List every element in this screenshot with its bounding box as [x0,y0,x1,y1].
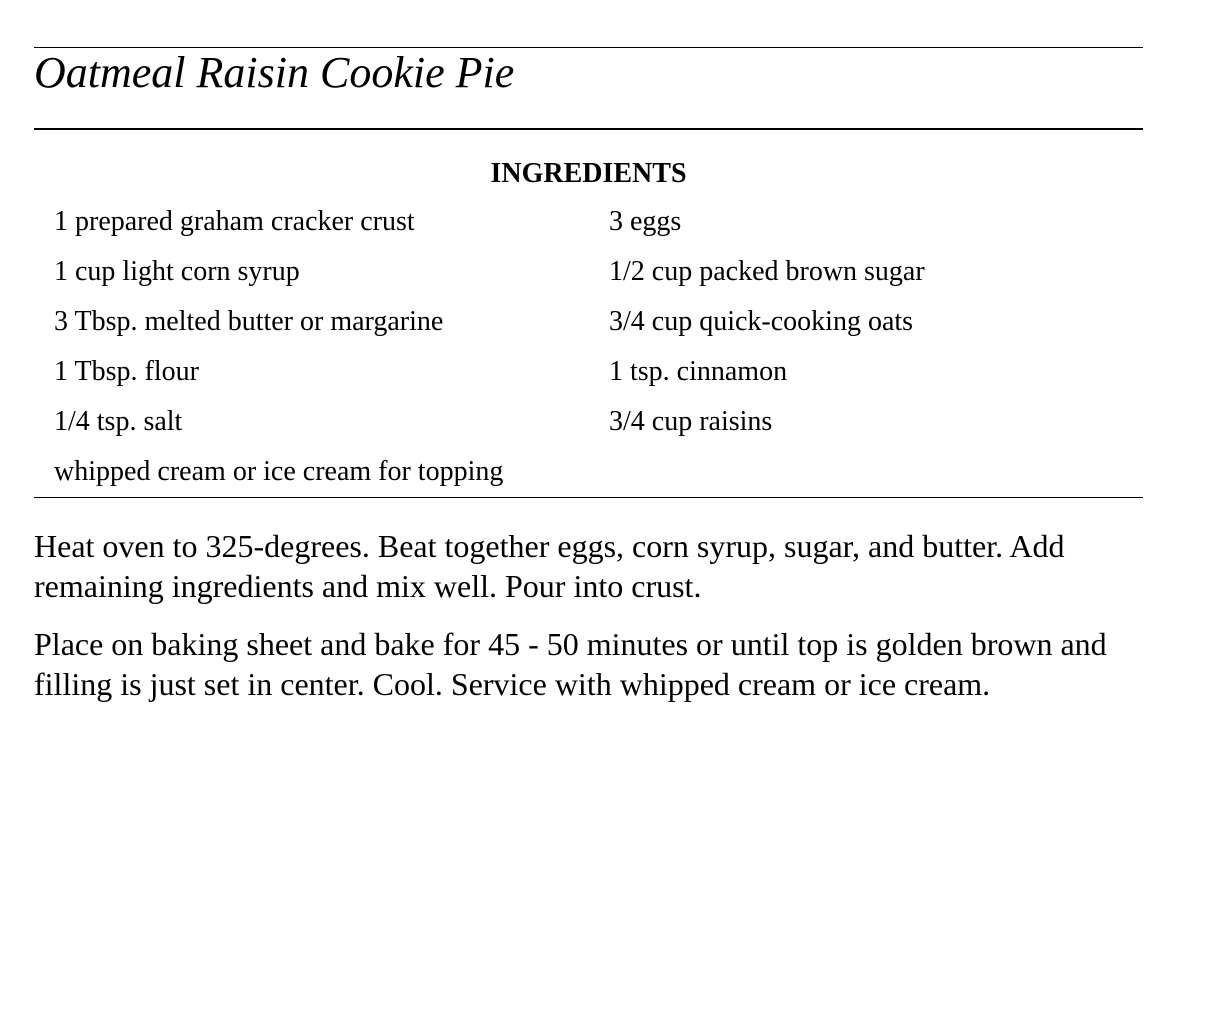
ingredient-item: 1/2 cup packed brown sugar [609,256,925,287]
recipe-title: Oatmeal Raisin Cookie Pie [34,48,515,97]
direction-paragraph: Heat oven to 325-degrees. Beat together eggs, corn syrup, sugar, and butter. Add remaining ingredients and mix well. Pour into crust. [34,528,1065,604]
ingredient-item: 1/4 tsp. salt [54,406,183,437]
ingredients-list [34,197,1143,497]
ingredients-divider [34,497,1143,498]
ingredient-item: 3 Tbsp. melted butter or margarine [54,306,444,337]
ingredient-item: 1 cup light corn syrup [54,256,300,287]
ingredient-item: 1 tsp. cinnamon [609,356,788,387]
ingredient-item: whipped cream or ice cream for topping [54,456,504,487]
direction-paragraph: Place on baking sheet and bake for 45 - 50 minutes or until top is golden brown and filling is just set in center. Cool. Service with whipped cream or ice cream. [34,626,1107,702]
ingredient-item: 3/4 cup quick-cooking oats [609,306,914,337]
recipe-card [34,47,1143,722]
ingredient-item: 3 eggs [609,206,682,237]
ingredient-item: 1 Tbsp. flour [54,356,199,387]
ingredients-heading: INGREDIENTS [490,158,687,189]
ingredient-item: 3/4 cup raisins [609,406,773,437]
directions [34,526,1143,704]
title-divider [34,128,1143,130]
ingredient-item: 1 prepared graham cracker crust [54,206,415,237]
